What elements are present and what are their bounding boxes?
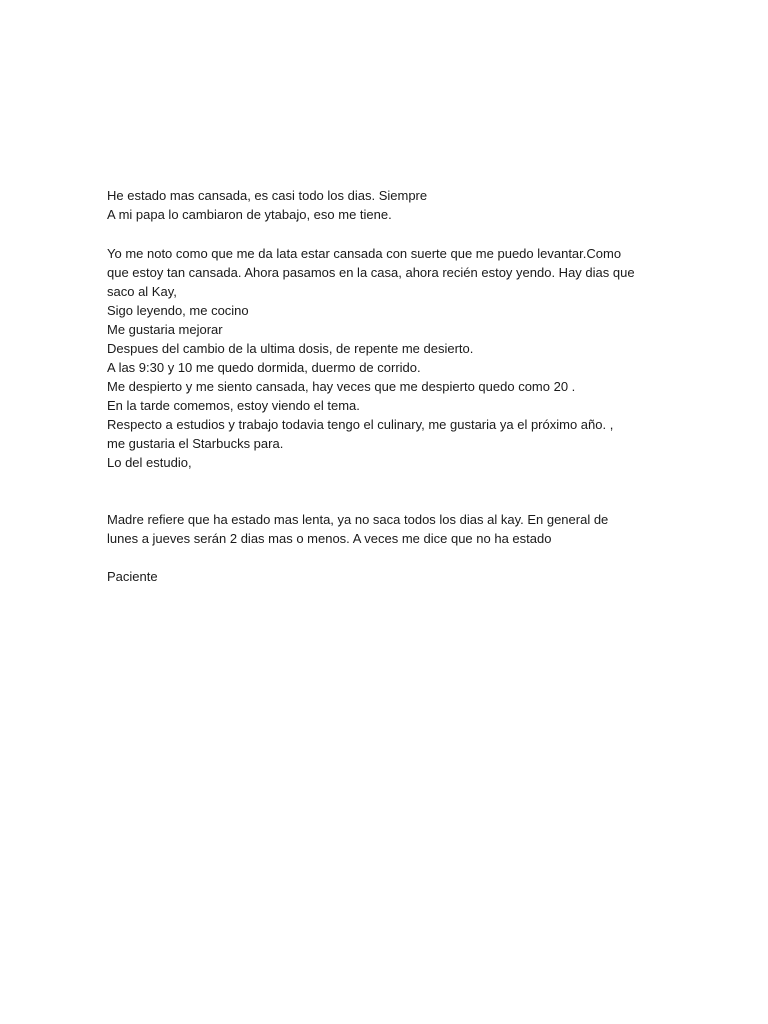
text-line: En la tarde comemos, estoy viendo el tema. [107, 398, 360, 413]
text-line: Respecto a estudios y trabajo todavia tengo el culinary, me gustaria ya el próximo año. , [107, 417, 614, 432]
text-line: lunes a jueves serán 2 dias mas o menos. A veces me dice que no ha estado [107, 531, 552, 546]
text-line: Lo del estudio, [107, 455, 192, 470]
text-line: Sigo leyendo, me cocino [107, 303, 249, 318]
text-line: saco al Kay, [107, 284, 177, 299]
text-line: Despues del cambio de la ultima dosis, de repente me desierto. [107, 341, 474, 356]
text-line: He estado mas cansada, es casi todo los dias. Siempre [107, 188, 428, 203]
text-line: Me gustaria mejorar [107, 322, 223, 337]
text-line: que estoy tan cansada. Ahora pasamos en la casa, ahora recién estoy yendo. Hay dias que [107, 265, 635, 280]
paragraph-1 [107, 186, 667, 224]
paragraph-2 [107, 244, 667, 472]
text-line: Madre refiere que ha estado mas lenta, ya no saca todos los dias al kay. En general de [107, 512, 609, 527]
text-line: Paciente [107, 569, 158, 584]
text-line: A mi papa lo cambiaron de ytabajo, eso me tiene. [107, 207, 392, 222]
text-line: Me despierto y me siento cansada, hay veces que me despierto quedo como 20 . [107, 379, 576, 394]
text-line: A las 9:30 y 10 me quedo dormida, duermo de corrido. [107, 360, 421, 375]
paragraph-3 [107, 510, 667, 548]
text-line: me gustaria el Starbucks para. [107, 436, 284, 451]
paragraph-4 [107, 567, 667, 586]
text-line: Yo me noto como que me da lata estar cansada con suerte que me puedo levantar.Como [107, 246, 622, 261]
